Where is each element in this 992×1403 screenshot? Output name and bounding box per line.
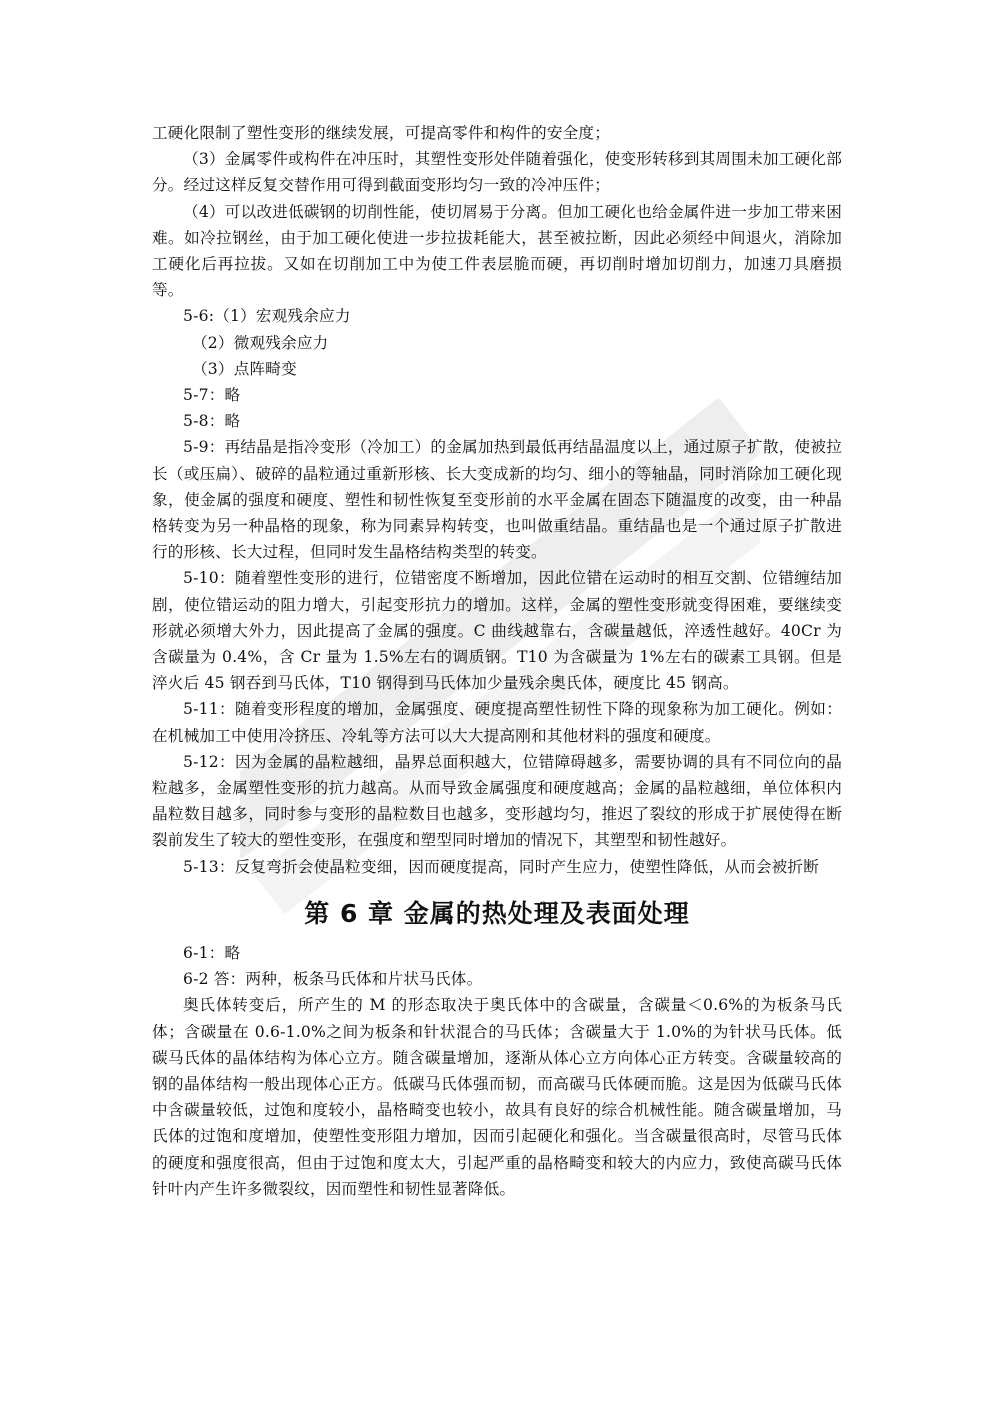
paragraph: 5-7：略 (183, 386, 241, 405)
paragraph: 6-2 答：两种，板条马氏体和片状马氏体。 (183, 970, 483, 989)
paragraph: （3）金属零件或构件在冲压时，其塑性变形处伴随着强化，使变形转移到其周围未加工硬化部分。经过这样反复交替作用可得到截面变形均匀一致的冷冲压件； (152, 150, 842, 195)
paragraph: （3）点阵畸变 (192, 359, 297, 378)
document-body (152, 120, 842, 1202)
paragraph: 工硬化限制了塑性变形的继续发展，可提高零件和构件的安全度； (152, 124, 611, 142)
paragraph: 5-6:（1）宏观残余应力 (183, 307, 351, 326)
paragraph: 奥氏体转变后，所产生的 M 的形态取决于奥氏体中的含碳量，含碳量＜0.6%的为板条马氏体；含碳量在 0.6-1.0%之间为板条和针状混合的马氏体；含碳量大于 1.0%的为针状马氏体。低碳马氏体的晶体结构为体心立方。随含碳量增加，逐渐从体心立方向体心正方转变。含碳量较高的钢的晶体结构一般出现体心正方。低碳马氏体强而韧，而高碳马氏体硬而脆。这是因为低碳马氏体中含碳量较低，过饱和度较小，晶格畸变也较小，故具有良好的综合机械性能。随含碳量增加，马氏体的过饱和度增加，使塑性变形阻力增加，因而引起硬化和强化。当含碳量很高时，尽管马氏体的硬度和强度很高，但由于过饱和度太大，引起严重的晶格畸变和较大的内应力，致使高碳马氏体针叶内产生许多微裂纹，因而塑性和韧性显著降低。 (152, 996, 842, 1198)
paragraph: 6-1：略 (183, 943, 241, 962)
section-chapter-6-answers (152, 940, 842, 1202)
paragraph: 5-9：再结晶是指冷变形（冷加工）的金属加热到最低再结晶温度以上，通过原子扩散，使被拉长（或压扁）、破碎的晶粒通过重新形核、长大变成新的均匀、细小的等轴晶，同时消除加工硬化现象，使金属的强度和硬度、塑性和韧性恢复至变形前的水平金属在固态下随温度的改变，由一种晶格转变为另一种晶格的现象，称为同素异构转变，也叫做重结晶。重结晶也是一个通过原子扩散进行的形核、长大过程，但同时发生晶格结构类型的转变。 (152, 438, 842, 562)
chapter-title: 第 6 章 金属的热处理及表面处理 (304, 898, 690, 928)
paragraph: 5-11：随着变形程度的增加，金属强度、硬度提高塑性韧性下降的现象称为加工硬化。例如：在机械加工中使用冷挤压、冷轧等方法可以大大提高刚和其他材料的强度和硬度。 (152, 700, 842, 745)
paragraph: 5-12：因为金属的晶粒越细，晶界总面积越大，位错障碍越多，需要协调的具有不同位向的晶粒越多，金属塑性变形的抗力越高。从而导致金属强度和硬度越高；金属的晶粒越细，单位体积内晶粒数目越多，同时参与变形的晶粒数目也越多，变形越均匀，推迟了裂纹的形成于扩展使得在断裂前发生了较大的塑性变形，在强度和塑型同时增加的情况下，其塑型和韧性越好。 (152, 752, 842, 850)
paragraph: 5-10：随着塑性变形的进行，位错密度不断增加，因此位错在运动时的相互交割、位错缠结加剧，使位错运动的阻力增大，引起变形抗力的增加。这样，金属的塑性变形就变得困难，要继续变形就必须增大外力，因此提高了金属的强度。C 曲线越靠右，含碳量越低，淬透性越好。40Cr 为含碳量为 0.4%，含 Cr 量为 1.5%左右的调质钢。T10 为含碳量为 1%左右的碳素工具钢。但是淬火后 45 钢吞到马氏体，T10 钢得到马氏体加少量残余奥氏体，硬度比 45 钢高。 (152, 569, 842, 693)
section-chapter-5-answers (152, 120, 842, 880)
paragraph: 5-8：略 (183, 412, 241, 431)
paragraph: （2）微观残余应力 (192, 333, 329, 352)
paragraph: 5-13：反复弯折会使晶粒变细，因而硬度提高，同时产生应力，使塑性降低，从而会被折断 (183, 857, 819, 876)
paragraph: （4）可以改进低碳钢的切削性能，使切屑易于分离。但加工硬化也给金属件进一步加工带来困难。如冷拉钢丝，由于加工硬化使进一步拉拔耗能大，甚至被拉断，因此必须经中间退火，消除加工硬化后再拉拔。又如在切削加工中为使工件表层脆而硬，再切削时增加切削力，加速刀具磨损等。 (152, 202, 842, 300)
